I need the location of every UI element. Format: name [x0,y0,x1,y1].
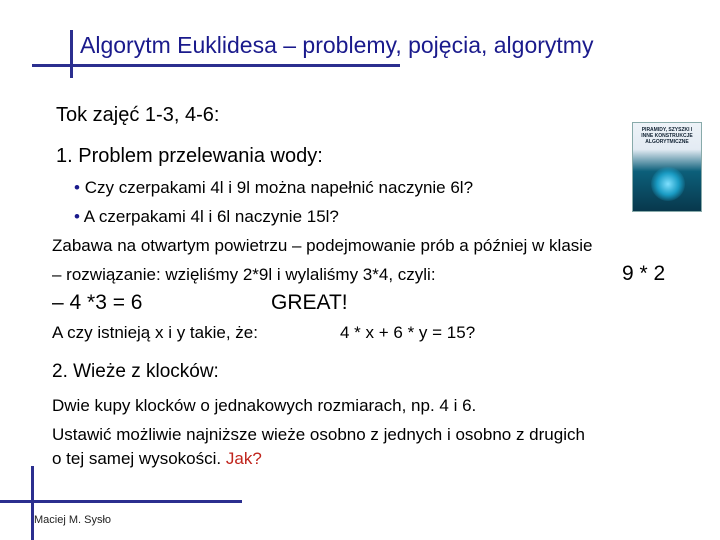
top-horizontal-rule [32,64,400,67]
problem2-line-3 [52,449,262,469]
bullet-text: Czy czerpakami 4l i 9l można napełnić naczynie 6l? [84,178,474,197]
slide-title: Algorytm Euklidesa – problemy, pojęcia, algorytmy [80,32,594,58]
equation-part-2: – 4 *3 = 6 [52,291,143,314]
paragraph-line-2: – rozwiązanie: wzięliśmy 2*9l i wylaliśmy 3*4, czyli: [52,265,436,284]
bullet-icon: • [74,178,80,197]
bullet-item-2 [74,207,339,227]
tok-heading: Tok zajęć 1-3, 4-6: [56,104,220,126]
bottom-horizontal-rule [0,500,242,503]
problem2-line-3-text: o tej samej wysokości. [52,449,222,468]
top-vertical-rule [70,30,73,78]
bullet-item-1 [74,178,473,198]
book-cover-title: PIRAMIDY, SZYSZKI I INNE KONSTRUKCJE ALGORYTMICZNE [641,127,693,145]
jak-question: Jak? [225,449,262,468]
book-cover-image [632,122,702,212]
problem2-line-2: Ustawić możliwie najniższe wieże osobno z jednych i osobno z drugich [52,425,585,444]
bullet-icon: • [74,207,80,226]
great-label: GREAT! [271,291,348,314]
book-cover-graphic [651,167,685,201]
problem1-heading: 1. Problem przelewania wody: [56,145,323,167]
problem2-heading: 2. Wieże z klocków: [52,361,219,382]
diophantine-equation: 4 * x + 6 * y = 15? [340,323,476,342]
bottom-vertical-rule [31,466,34,540]
equation-part-1: 9 * 2 [622,262,666,285]
author-footer: Maciej M. Sysło [34,514,112,526]
question-text: A czy istnieją x i y takie, że: [52,323,258,342]
bullet-text: A czerpakami 4l i 6l naczynie 15l? [83,207,339,226]
problem2-line-1: Dwie kupy klocków o jednakowych rozmiarach, np. 4 i 6. [52,396,477,415]
paragraph-line-1: Zabawa na otwartym powietrzu – podejmowanie prób a później w klasie [52,236,593,255]
